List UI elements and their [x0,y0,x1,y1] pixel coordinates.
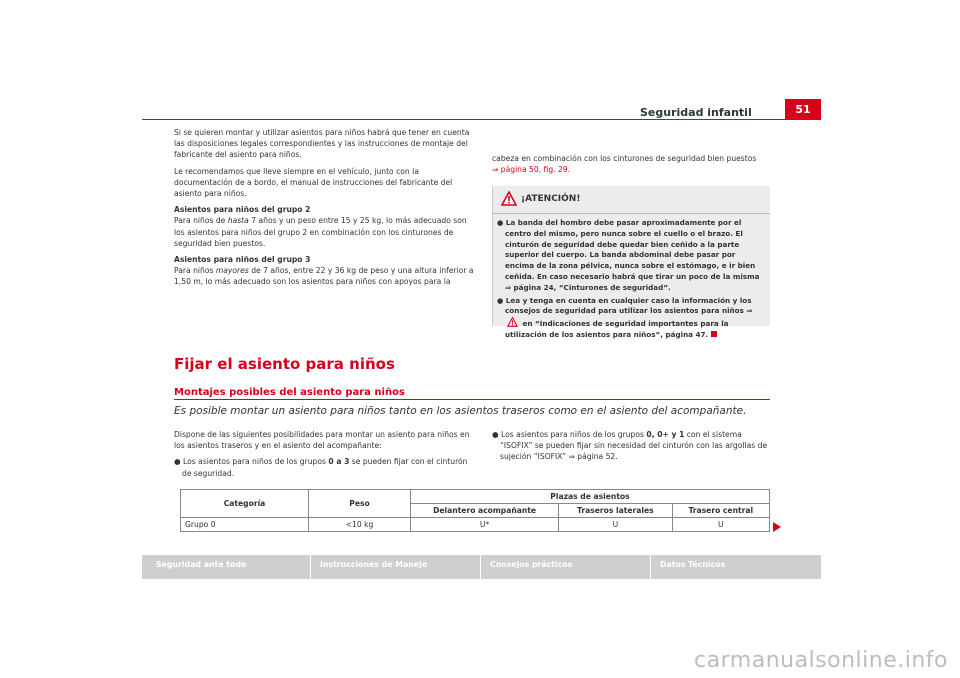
text-span: La banda del hombro debe pasar aproximadamente por el centro del mismo, pero nunca sobre el cuello o el brazo. El cinturón de seguridad debe quedar bien ceñido a la parte superior del cuerpo. La banda abdominal debe pasar por encima de la zona pélvica, nunca sobre el estómago, e ir bien ceñida. En caso necesario habrá que tirar un poco de la misma ⇒ página 24, “Cinturones de seguridad”. [505,218,760,292]
emphasis: mayores [215,266,249,276]
body-right-column [492,429,772,468]
warning-box [492,186,770,339]
footer-nav [142,555,821,579]
cell-delantero: U* [411,518,559,532]
page-number: 51 [795,102,811,116]
group2-heading: Asientos para niños del grupo 2 [174,205,311,215]
intro-paragraph: Dispone de las siguientes posibilidades para montar un asiento para niños en los asientos traseros y en el asiento del acompañante: [174,430,470,451]
footer-divider [650,555,651,579]
header-plazas: Plazas de asientos [411,490,770,504]
group3-heading: Asientos para niños del grupo 3 [174,255,311,265]
warning-triangle-icon [501,191,517,206]
cell-peso: <10 kg [309,518,411,532]
group2-paragraph [174,215,474,249]
page-header-title: Seguridad infantil [640,106,752,119]
left-column [174,127,474,293]
right-column [492,153,772,180]
text-span: Los asientos para niños de los grupos [501,430,647,439]
next-page-arrow-icon [773,522,781,532]
bullet-icon: ● [174,457,184,467]
seat-placement-table [180,489,770,532]
paragraph: Le recomendamos que lleve siempre en el vehículo, junto con la documentación de a bordo, el manual de instrucciones del fabricante del asiento para niños. [174,166,453,199]
cell-categoria: Grupo 0 [181,518,309,532]
footer-divider [480,555,481,579]
cell-central: U [672,518,769,532]
header-categoria: Categoría [181,490,309,518]
bullet-icon: ● [497,295,506,305]
footer-link-datos[interactable]: Datos Técnicos [660,560,726,569]
text-span: cabeza en combinación con los cinturones de seguridad bien puestos [492,154,757,163]
text-span: . [567,165,571,175]
warning-item [497,296,766,341]
warning-title: ¡ATENCIÓN! [521,194,581,204]
page-reference-link[interactable]: ⇒ página 50, fig. 29 [492,165,568,175]
footer-link-consejos[interactable]: Consejos prácticos [490,560,573,569]
text-span: Para niños [174,266,216,276]
header-central: Trasero central [672,504,769,518]
warning-triangle-icon [507,317,518,327]
header-delantero: Delantero acompañante [411,504,559,518]
footer-link-instrucciones[interactable]: Instrucciones de Manejo [320,560,428,569]
table-row [181,518,770,532]
emphasis: hasta [227,216,249,226]
continuation-paragraph [492,153,772,175]
text-span: de 7 años, entre 22 y 36 kg de peso y una altura inferior a 1,50 m, lo más adecuado son los asientos para niños con apoyos para la [174,266,474,287]
text-span: Lea y tenga en cuenta en cualquier caso la información y los consejos de seguridad para utilizar los asientos para niños ⇒ [505,295,753,316]
text-span: Los asientos para niños de los grupos [183,457,329,467]
bold-span: 0 a 3 [328,457,350,467]
subsection-divider [174,399,770,400]
bullet-icon: ● [497,218,506,227]
footer-divider [310,555,311,579]
lead-paragraph: Es posible montar un asiento para niños tanto en los asientos traseros como en el asiento del acompañante. [174,405,747,417]
header-laterales: Traseros laterales [559,504,672,518]
bullet-item [174,456,474,478]
bold-span: 0, 0+ y 1 [646,430,685,439]
text-span: se pueden fijar con el cinturón de seguridad. [182,457,468,478]
text-span: en “Indicaciones de seguridad importantes para la utilización de los asientos para niños”, página 47. [505,319,729,339]
group3-paragraph [174,265,474,287]
page-number-badge [785,99,821,119]
header-peso: Peso [309,490,411,518]
subsection-title: Montajes posibles del asiento para niños [174,387,405,398]
warning-body [493,214,770,341]
footer-link-seguridad[interactable]: Seguridad ante todo [156,560,247,569]
text-span: Para niños de [174,216,228,226]
bullet-icon: ● [492,430,502,439]
warning-header [493,186,770,214]
body-left-column [174,429,474,484]
text-span: con el sistema “ISOFIX” se pueden fijar sin necesidad del cinturón con las argollas de sujeción “ISOFIX” ⇒ página 52. [500,430,768,462]
section-title: Fijar el asiento para niños [174,355,395,373]
bullet-item [492,429,772,463]
end-marker-icon [711,331,717,337]
text-span: 7 años y un peso entre 15 y 25 kg, lo más adecuado son los asientos para niños del grupo 2 en combinación con los cinturones de seguridad bien puestos. [174,216,467,248]
warning-item [497,218,766,294]
watermark: carmanualsonline.info [694,648,948,673]
paragraph: Si se quieren montar y utilizar asientos para niños habrá que tener en cuenta las disposiciones legales correspondientes y las instrucciones de montaje del fabricante del asiento para niños. [174,128,470,160]
cell-laterales: U [559,518,672,532]
header-divider [142,119,821,120]
